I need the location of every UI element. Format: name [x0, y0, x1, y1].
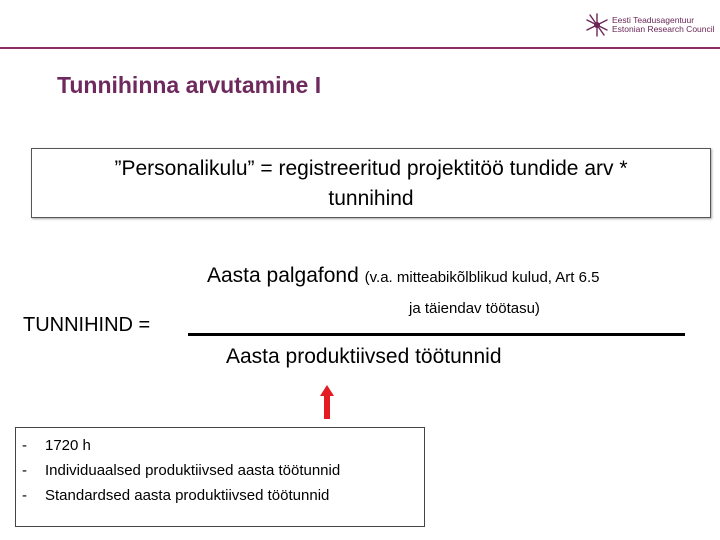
options-list — [15, 427, 425, 527]
formula-numerator — [207, 264, 599, 288]
list-item — [16, 483, 424, 508]
formula-denominator: Aasta produktiivsed töötunnid — [226, 345, 502, 368]
slide-title: Tunnihinna arvutamine I — [57, 72, 322, 98]
definition-line-1: ”Personalikulu” = registreeritud projektitöö tundide arv * — [114, 157, 628, 180]
numerator-note-continuation: ja täiendav töötasu) — [409, 300, 540, 317]
numerator-note: (v.a. mitteabikõlblikud kulud, Art 6.5 — [364, 269, 600, 286]
star-burst-icon — [584, 12, 610, 38]
list-item-text: Individuaalsed produktiivsed aasta töötunnid — [45, 462, 341, 479]
dash-bullet: - — [22, 487, 27, 504]
up-arrow-icon — [319, 385, 335, 419]
definition-line-2: tunnihind — [328, 187, 414, 210]
header-rule — [0, 47, 720, 49]
logo-line-2: Estonian Research Council — [612, 24, 715, 34]
dash-bullet: - — [22, 462, 27, 479]
logo-line-1: Eesti Teadusagentuur — [612, 15, 695, 25]
numerator-main: Aasta palgafond — [207, 264, 359, 287]
fraction-line — [188, 333, 685, 336]
list-item-text: 1720 h — [45, 437, 91, 454]
logo-text — [612, 16, 715, 34]
dash-bullet: - — [22, 437, 27, 454]
list-item — [16, 433, 424, 458]
list-item-text: Standardsed aasta produktiivsed töötunnid — [45, 487, 330, 504]
list-item — [16, 458, 424, 483]
estonian-research-council-logo — [584, 12, 714, 40]
definition-box — [31, 148, 711, 218]
formula-lhs: TUNNIHIND = — [23, 314, 151, 336]
